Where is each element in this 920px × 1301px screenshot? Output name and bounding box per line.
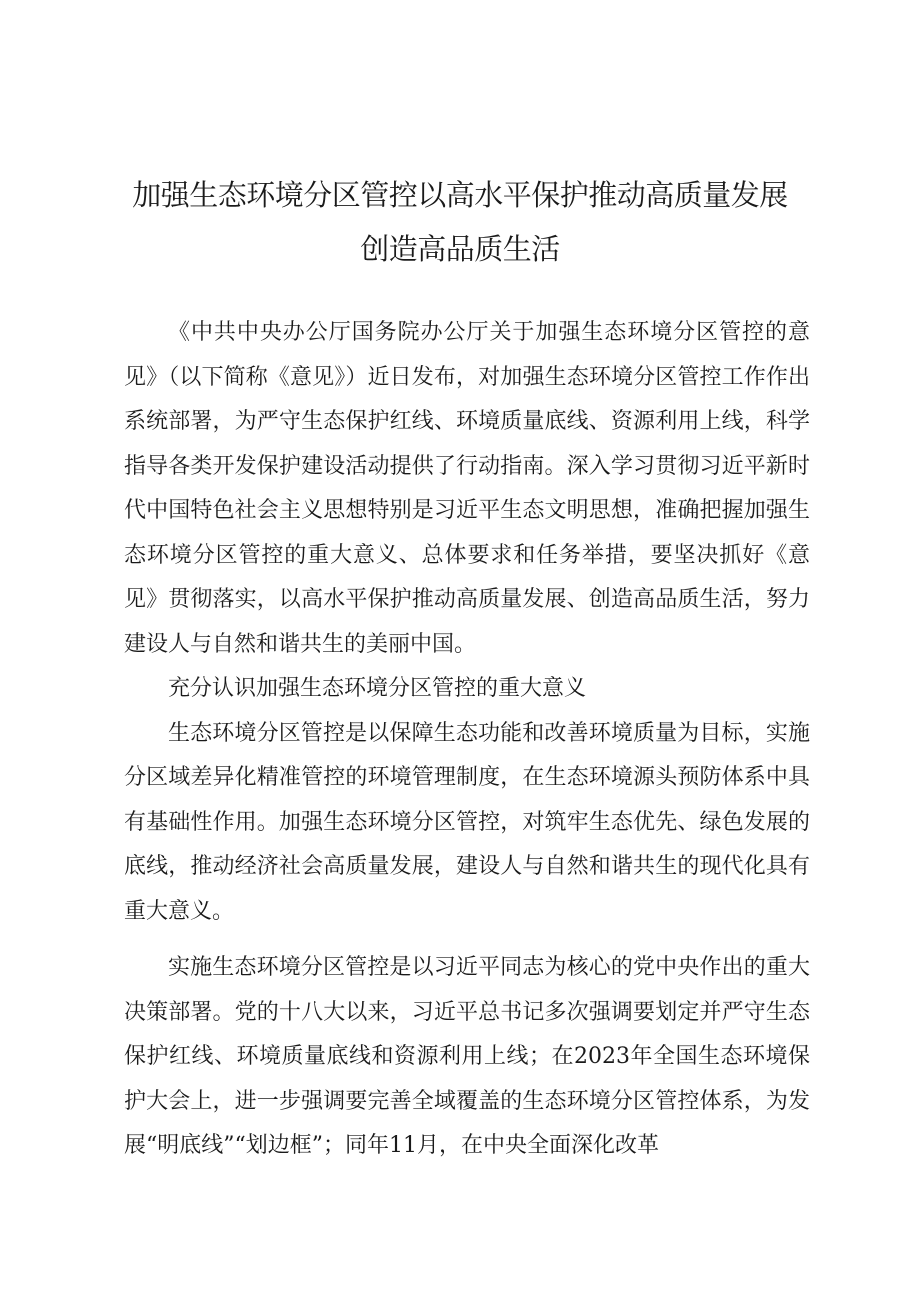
document-body <box>124 311 810 1169</box>
paragraph-significance: 生态环境分区管控是以保障生态功能和改善环境质量为目标，实施分区域差异化精准管控的环境管理制度，在生态环境源头预防体系中具有基础性作用。加强生态环境分区管控，对筑牢生态优先、绿色发展的底线，推动经济社会高质量发展，建设人与自然和谐共生的现代化具有重大意义。 <box>124 720 810 924</box>
section-heading: 充分认识加强生态环境分区管控的重大意义 <box>168 676 587 701</box>
paragraph-decision: 实施生态环境分区管控是以习近平同志为核心的党中央作出的重大决策部署。党的十八大以来，习近平总书记多次强调要划定并严守生态保护红线、环境质量底线和资源利用上线；在2023年全国生态环境保护大会上，进一步强调要完善全域覆盖的生态环境分区管控体系，为发展“明底线”“划边框”；同年11月，在中央全面深化改革 <box>124 955 810 1158</box>
document-title: 加强生态环境分区管控以高水平保护推动高质量发展创造高品质生活 <box>132 178 788 266</box>
paragraph-intro: 《中共中央办公厅国务院办公厅关于加强生态环境分区管控的意见》（以下简称《意见》）近日发布，对加强生态环境分区管控工作作出系统部署，为严守生态保护红线、环境质量底线、资源利用上线，科学指导各类开发保护建设活动提供了行动指南。深入学习贯彻习近平新时代中国特色社会主义思想特别是习近平生态文明思想，准确把握加强生态环境分区管控的重大意义、总体要求和任务举措，要坚决抓好《意见》贯彻落实，以高水平保护推动高质量发展、创造高品质生活，努力建设人与自然和谐共生的美丽中国。 <box>124 320 810 657</box>
